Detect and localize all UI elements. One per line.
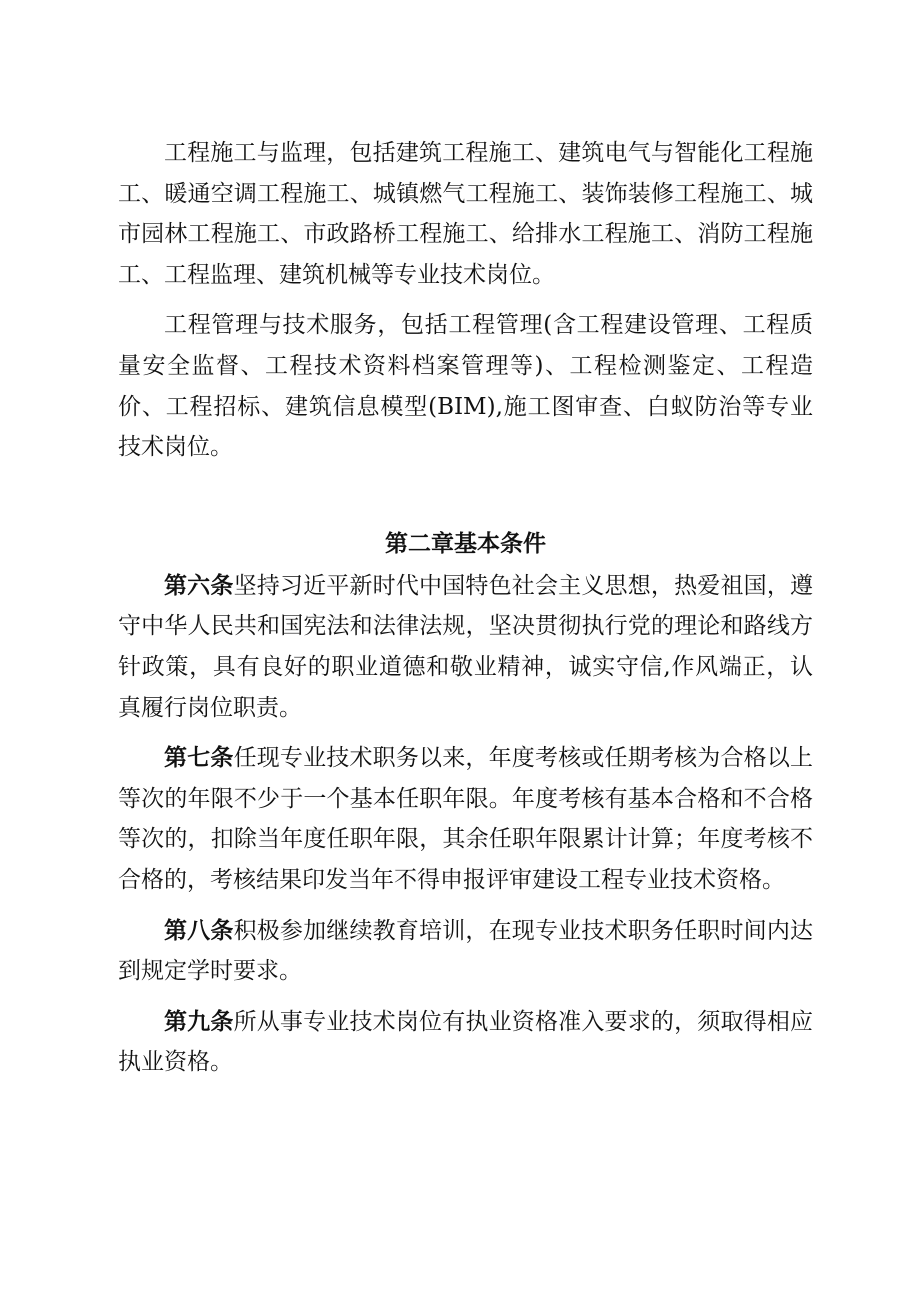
document-page (118, 133, 813, 1083)
article-9 (118, 1002, 813, 1083)
chapter-title: 第二章基本条件 (385, 529, 546, 557)
article-text: 积极参加继续教育培训，在现专业技术职务任职时间内达到规定学时要求。 (118, 917, 814, 985)
article-text: 所从事专业技术岗位有执业资格准入要求的，须取得相应执业资格。 (118, 1008, 814, 1076)
article-label: 第九条 (164, 1007, 234, 1035)
article-label: 第七条 (164, 744, 234, 772)
article-6 (118, 566, 813, 728)
intro-paragraph-construction: 工程施工与监理，包括建筑工程施工、建筑电气与智能化工程施工、暖通空调工程施工、城镇燃气工程施工、装饰装修工程施工、城市园林工程施工、市政路桥工程施工、给排水工程施工、消防工程施工、工程监理、建筑机械等专业技术岗位。 (118, 140, 813, 288)
article-8 (118, 911, 813, 992)
intro-paragraph-management: 工程管理与技术服务，包括工程管理(含工程建设管理、工程质量安全监督、工程技术资料档案管理等)、工程检测鉴定、工程造价、工程招标、建筑信息模型(BIM),施工图审查、白蚁防治等专业技术岗位。 (118, 312, 813, 461)
article-7 (118, 738, 813, 900)
article-text: 坚持习近平新时代中国特色社会主义思想，热爱祖国，遵守中华人民共和国宪法和法律法规，坚决贯彻执行党的理论和路线方针政策，具有良好的职业道德和敬业精神，诚实守信,作风端正，认真履行岗位职责。 (118, 572, 814, 721)
article-text: 任现专业技术职务以来，年度考核或任期考核为合格以上等次的年限不少于一个基本任职年限。年度考核有基本合格和不合格等次的，扣除当年度任职年限，其余任职年限累计计算；年度考核不合格的，考核结果印发当年不得申报评审建设工程专业技术资格。 (118, 745, 814, 893)
article-label: 第六条 (164, 571, 234, 599)
article-label: 第八条 (164, 916, 234, 944)
